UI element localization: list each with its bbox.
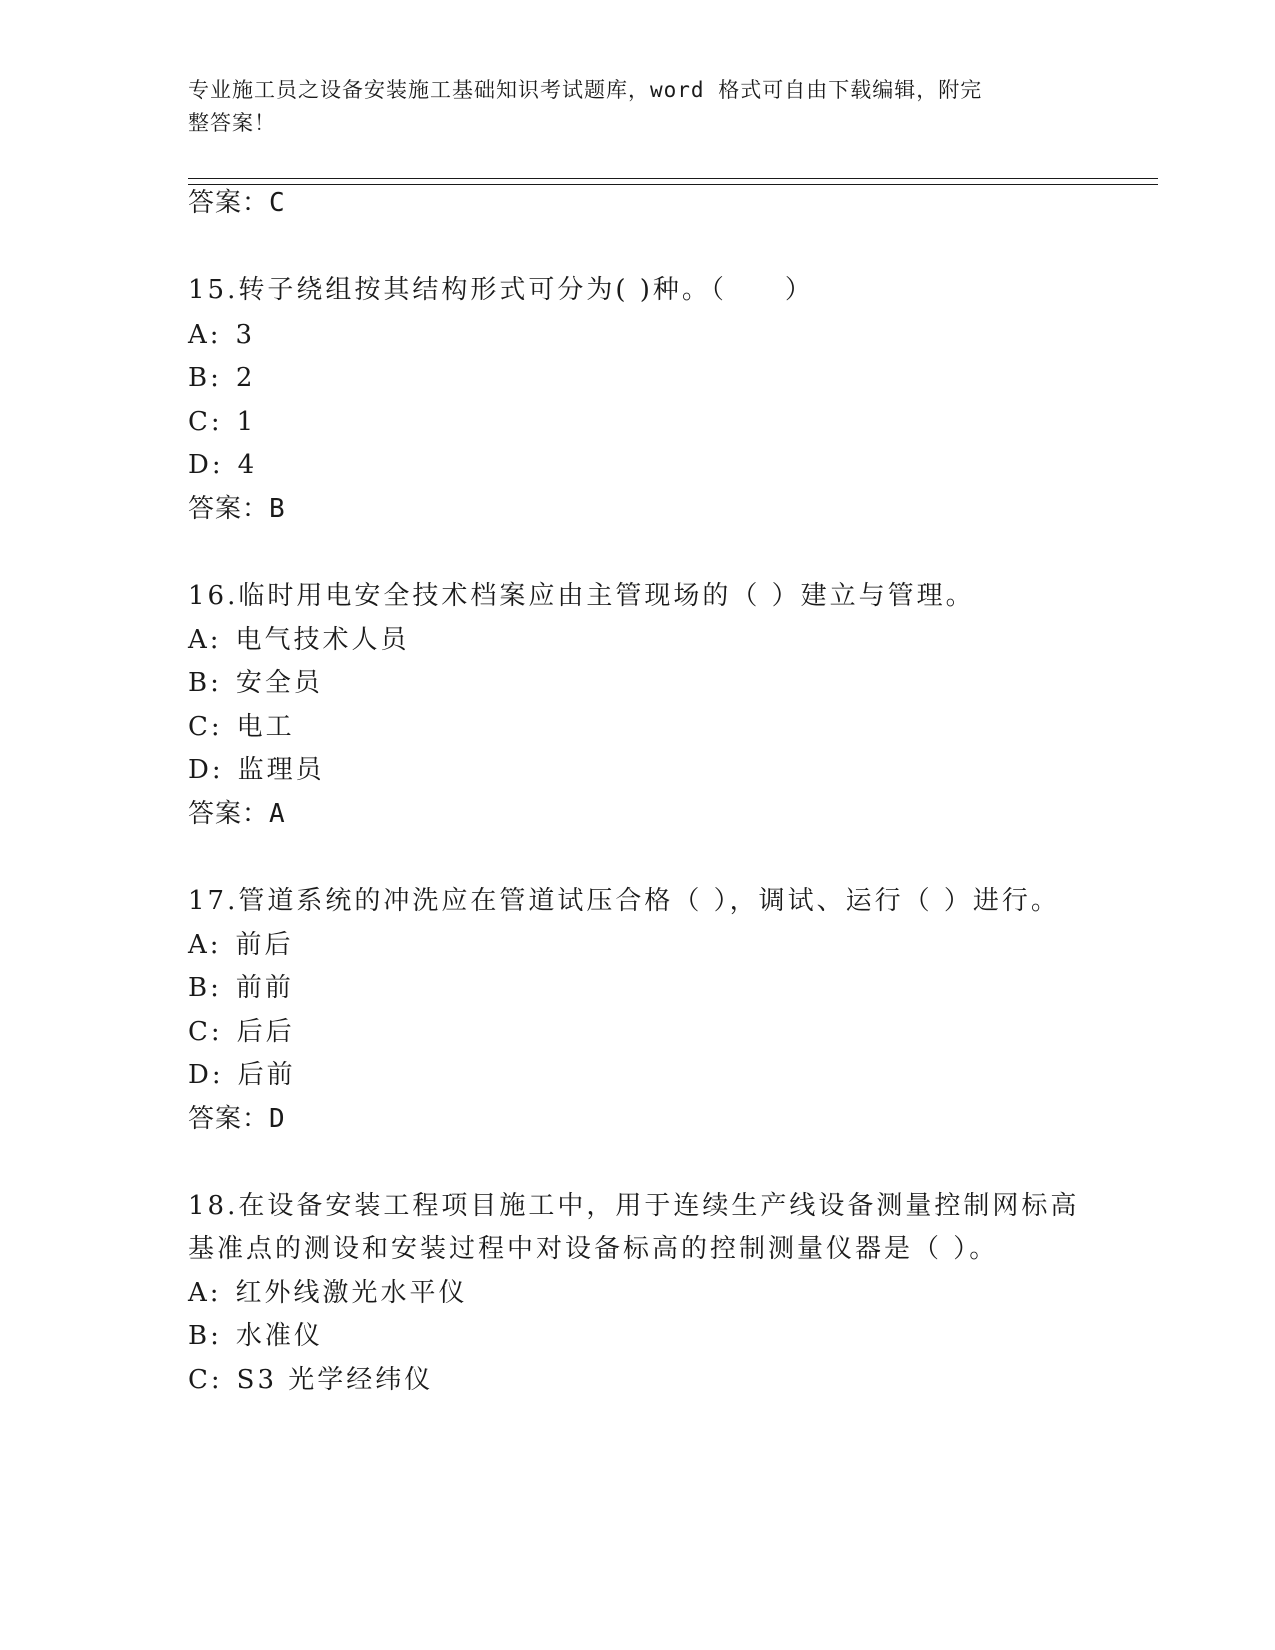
header-rule-bottom — [188, 184, 1158, 185]
option-separator: : — [210, 407, 223, 437]
option-key: D — [188, 1060, 212, 1090]
option-text: 水准仪 — [235, 1321, 323, 1351]
option-text: 2 — [235, 363, 256, 393]
option-separator: : — [211, 1060, 224, 1090]
option-text: 3 — [235, 320, 256, 350]
option-separator: : — [211, 450, 224, 480]
option-key: C — [188, 1017, 211, 1047]
question-option — [188, 666, 323, 700]
option-text: 红外线激光水平仪 — [235, 1278, 468, 1308]
option-text: 安全员 — [235, 668, 323, 698]
document-header — [188, 74, 1068, 140]
option-text: 后前 — [237, 1060, 296, 1090]
question-option — [188, 318, 255, 352]
question-answer: 答案：A — [188, 799, 286, 829]
option-key: B — [188, 973, 211, 1003]
question-stem: 18.在设备安装工程项目施工中，用于连续生产线设备测量控制网标高 — [188, 1191, 1080, 1221]
question-answer: 答案：B — [188, 494, 286, 524]
question-option — [188, 405, 256, 439]
option-separator: : — [209, 930, 222, 960]
previous-answer: 答案：C — [188, 188, 286, 218]
header-rule-top — [188, 178, 1158, 179]
question-stem: 16.临时用电安全技术档案应由主管现场的（ ）建立与管理。 — [188, 581, 975, 611]
question-option — [188, 710, 295, 744]
option-text: 4 — [237, 450, 258, 480]
question-option — [188, 971, 294, 1005]
question-stem-continued: 基准点的测设和安装过程中对设备标高的控制测量仪器是（ ）。 — [188, 1234, 999, 1264]
option-separator: : — [211, 755, 224, 785]
option-text: 电工 — [236, 712, 295, 742]
question-answer: 答案：D — [188, 1104, 286, 1134]
option-separator: : — [209, 1278, 222, 1308]
question-option — [188, 623, 410, 657]
question-option — [188, 1319, 323, 1353]
option-separator: : — [210, 668, 222, 698]
option-key: C — [188, 712, 211, 742]
option-key: A — [188, 930, 210, 960]
option-separator: : — [210, 363, 222, 393]
option-key: A — [188, 320, 210, 350]
option-key: B — [188, 363, 211, 393]
question-option — [188, 1058, 296, 1092]
option-separator: : — [210, 1321, 222, 1351]
option-text: 前后 — [235, 930, 294, 960]
question-option — [188, 1276, 468, 1310]
question-option — [188, 753, 325, 787]
option-key: C — [188, 407, 211, 437]
option-separator: : — [209, 320, 222, 350]
option-separator: : — [210, 1017, 223, 1047]
option-text: 电气技术人员 — [235, 625, 410, 655]
question-option — [188, 361, 255, 395]
option-key: D — [188, 450, 212, 480]
question-stem: 17.管道系统的冲洗应在管道试压合格（ ），调试、运行（ ）进行。 — [188, 886, 1060, 916]
option-key: B — [188, 668, 211, 698]
option-separator: : — [210, 1365, 223, 1395]
option-key: B — [188, 1321, 211, 1351]
question-option — [188, 1363, 433, 1397]
question-option — [188, 928, 294, 962]
header-line-2: 整答案！ — [188, 111, 276, 135]
option-text: 监理员 — [237, 755, 325, 785]
option-key: D — [188, 755, 212, 785]
question-stem: 15.转子绕组按其结构形式可分为( )种。（ ） — [188, 275, 814, 305]
question-option — [188, 448, 257, 482]
option-separator: : — [209, 625, 222, 655]
option-key: A — [188, 1278, 210, 1308]
option-key: C — [188, 1365, 211, 1395]
option-text: 后后 — [236, 1017, 295, 1047]
header-line-1: 专业施工员之设备安装施工基础知识考试题库，word 格式可自由下载编辑，附完 — [188, 78, 983, 102]
option-text: 1 — [236, 407, 257, 437]
question-option — [188, 1015, 295, 1049]
option-separator: : — [210, 712, 223, 742]
option-separator: : — [210, 973, 222, 1003]
option-key: A — [188, 625, 210, 655]
option-text: S3 光学经纬仪 — [236, 1365, 434, 1395]
option-text: 前前 — [235, 973, 294, 1003]
